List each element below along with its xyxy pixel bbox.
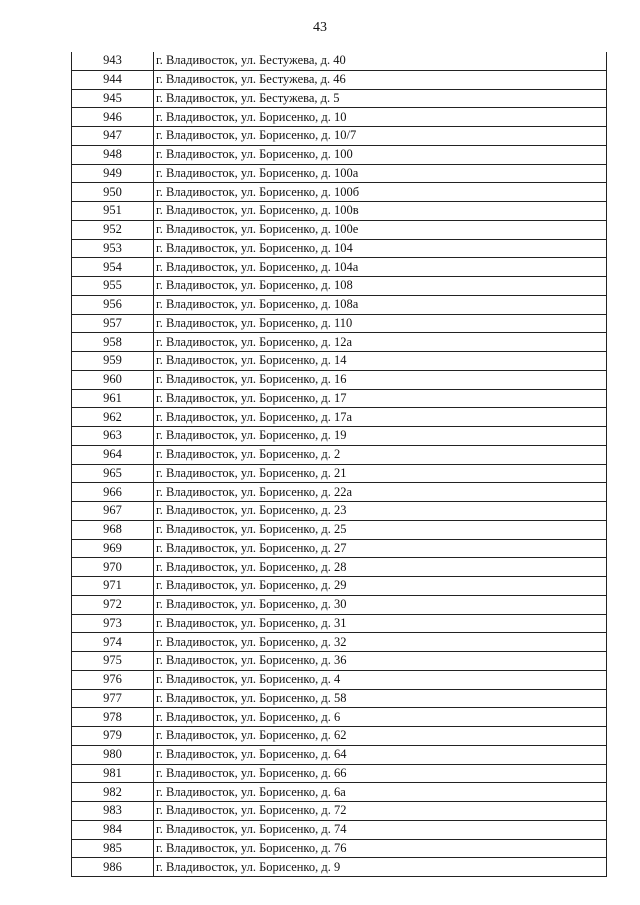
address-cell: г. Владивосток, ул. Борисенко, д. 29	[154, 577, 607, 596]
address-cell: г. Владивосток, ул. Борисенко, д. 30	[154, 595, 607, 614]
address-cell: г. Владивосток, ул. Борисенко, д. 28	[154, 558, 607, 577]
address-cell: г. Владивосток, ул. Борисенко, д. 6	[154, 708, 607, 727]
address-cell: г. Владивосток, ул. Борисенко, д. 6а	[154, 783, 607, 802]
address-cell: г. Владивосток, ул. Борисенко, д. 31	[154, 614, 607, 633]
row-number-cell: 979	[72, 727, 154, 746]
table-row	[72, 408, 607, 427]
row-number-cell: 983	[72, 802, 154, 821]
table-row	[72, 727, 607, 746]
address-cell: г. Владивосток, ул. Борисенко, д. 108а	[154, 295, 607, 314]
address-cell: г. Владивосток, ул. Борисенко, д. 19	[154, 427, 607, 446]
table-row	[72, 183, 607, 202]
table-row	[72, 614, 607, 633]
row-number-cell: 951	[72, 202, 154, 221]
address-cell: г. Владивосток, ул. Борисенко, д. 104а	[154, 258, 607, 277]
table-row	[72, 52, 607, 70]
address-cell: г. Владивосток, ул. Борисенко, д. 32	[154, 633, 607, 652]
row-number-cell: 945	[72, 89, 154, 108]
row-number-cell: 955	[72, 277, 154, 296]
table-row	[72, 164, 607, 183]
address-cell: г. Владивосток, ул. Борисенко, д. 14	[154, 352, 607, 371]
table-row	[72, 277, 607, 296]
row-number-cell: 960	[72, 370, 154, 389]
row-number-cell: 982	[72, 783, 154, 802]
row-number-cell: 976	[72, 670, 154, 689]
row-number-cell: 954	[72, 258, 154, 277]
address-cell: г. Владивосток, ул. Борисенко, д. 16	[154, 370, 607, 389]
address-cell: г. Владивосток, ул. Борисенко, д. 9	[154, 858, 607, 877]
address-cell: г. Владивосток, ул. Борисенко, д. 72	[154, 802, 607, 821]
row-number-cell: 985	[72, 839, 154, 858]
table-row	[72, 539, 607, 558]
address-cell: г. Владивосток, ул. Борисенко, д. 10/7	[154, 127, 607, 146]
address-cell: г. Владивосток, ул. Борисенко, д. 110	[154, 314, 607, 333]
address-cell: г. Владивосток, ул. Борисенко, д. 64	[154, 745, 607, 764]
row-number-cell: 967	[72, 502, 154, 521]
table-row	[72, 108, 607, 127]
table-row	[72, 652, 607, 671]
address-cell: г. Владивосток, ул. Борисенко, д. 23	[154, 502, 607, 521]
table-row	[72, 595, 607, 614]
row-number-cell: 986	[72, 858, 154, 877]
row-number-cell: 957	[72, 314, 154, 333]
table-row	[72, 389, 607, 408]
address-cell: г. Владивосток, ул. Борисенко, д. 22а	[154, 483, 607, 502]
address-cell: г. Владивосток, ул. Борисенко, д. 100е	[154, 220, 607, 239]
row-number-cell: 952	[72, 220, 154, 239]
address-table-container	[71, 52, 607, 877]
address-cell: г. Владивосток, ул. Борисенко, д. 17а	[154, 408, 607, 427]
row-number-cell: 964	[72, 445, 154, 464]
table-row	[72, 352, 607, 371]
table-row	[72, 520, 607, 539]
row-number-cell: 974	[72, 633, 154, 652]
address-cell: г. Владивосток, ул. Борисенко, д. 108	[154, 277, 607, 296]
address-cell: г. Владивосток, ул. Борисенко, д. 62	[154, 727, 607, 746]
table-row	[72, 127, 607, 146]
address-cell: г. Владивосток, ул. Борисенко, д. 100	[154, 145, 607, 164]
address-cell: г. Владивосток, ул. Бестужева, д. 40	[154, 52, 607, 70]
table-row	[72, 633, 607, 652]
row-number-cell: 948	[72, 145, 154, 164]
table-row	[72, 483, 607, 502]
address-cell: г. Владивосток, ул. Борисенко, д. 36	[154, 652, 607, 671]
address-cell: г. Владивосток, ул. Бестужева, д. 46	[154, 70, 607, 89]
row-number-cell: 953	[72, 239, 154, 258]
table-row	[72, 802, 607, 821]
address-cell: г. Владивосток, ул. Борисенко, д. 17	[154, 389, 607, 408]
address-cell: г. Владивосток, ул. Борисенко, д. 12а	[154, 333, 607, 352]
row-number-cell: 950	[72, 183, 154, 202]
table-row	[72, 427, 607, 446]
table-row	[72, 258, 607, 277]
address-cell: г. Владивосток, ул. Борисенко, д. 100а	[154, 164, 607, 183]
table-row	[72, 89, 607, 108]
row-number-cell: 944	[72, 70, 154, 89]
row-number-cell: 977	[72, 689, 154, 708]
table-row	[72, 783, 607, 802]
address-cell: г. Владивосток, ул. Борисенко, д. 27	[154, 539, 607, 558]
address-cell: г. Владивосток, ул. Бестужева, д. 5	[154, 89, 607, 108]
table-row	[72, 745, 607, 764]
row-number-cell: 962	[72, 408, 154, 427]
address-cell: г. Владивосток, ул. Борисенко, д. 10	[154, 108, 607, 127]
address-cell: г. Владивосток, ул. Борисенко, д. 100б	[154, 183, 607, 202]
row-number-cell: 949	[72, 164, 154, 183]
row-number-cell: 946	[72, 108, 154, 127]
address-cell: г. Владивосток, ул. Борисенко, д. 4	[154, 670, 607, 689]
table-row	[72, 220, 607, 239]
table-row	[72, 858, 607, 877]
table-row	[72, 239, 607, 258]
address-cell: г. Владивосток, ул. Борисенко, д. 104	[154, 239, 607, 258]
address-cell: г. Владивосток, ул. Борисенко, д. 21	[154, 464, 607, 483]
table-row	[72, 558, 607, 577]
address-cell: г. Владивосток, ул. Борисенко, д. 2	[154, 445, 607, 464]
row-number-cell: 978	[72, 708, 154, 727]
row-number-cell: 970	[72, 558, 154, 577]
row-number-cell: 975	[72, 652, 154, 671]
row-number-cell: 984	[72, 820, 154, 839]
row-number-cell: 968	[72, 520, 154, 539]
page-number: 43	[313, 20, 327, 35]
row-number-cell: 981	[72, 764, 154, 783]
address-cell: г. Владивосток, ул. Борисенко, д. 66	[154, 764, 607, 783]
row-number-cell: 959	[72, 352, 154, 371]
row-number-cell: 972	[72, 595, 154, 614]
row-number-cell: 965	[72, 464, 154, 483]
table-row	[72, 577, 607, 596]
address-cell: г. Владивосток, ул. Борисенко, д. 25	[154, 520, 607, 539]
table-row	[72, 70, 607, 89]
address-table	[71, 52, 607, 877]
row-number-cell: 963	[72, 427, 154, 446]
row-number-cell: 973	[72, 614, 154, 633]
address-cell: г. Владивосток, ул. Борисенко, д. 58	[154, 689, 607, 708]
table-row	[72, 502, 607, 521]
table-row	[72, 295, 607, 314]
table-row	[72, 839, 607, 858]
table-row	[72, 202, 607, 221]
table-row	[72, 764, 607, 783]
table-row	[72, 145, 607, 164]
address-cell: г. Владивосток, ул. Борисенко, д. 74	[154, 820, 607, 839]
row-number-cell: 969	[72, 539, 154, 558]
table-row	[72, 445, 607, 464]
row-number-cell: 980	[72, 745, 154, 764]
address-cell: г. Владивосток, ул. Борисенко, д. 76	[154, 839, 607, 858]
row-number-cell: 971	[72, 577, 154, 596]
row-number-cell: 958	[72, 333, 154, 352]
row-number-cell: 943	[72, 52, 154, 70]
row-number-cell: 947	[72, 127, 154, 146]
row-number-cell: 966	[72, 483, 154, 502]
table-row	[72, 314, 607, 333]
table-row	[72, 333, 607, 352]
table-row	[72, 464, 607, 483]
table-row	[72, 689, 607, 708]
address-cell: г. Владивосток, ул. Борисенко, д. 100в	[154, 202, 607, 221]
row-number-cell: 961	[72, 389, 154, 408]
row-number-cell: 956	[72, 295, 154, 314]
table-row	[72, 370, 607, 389]
table-row	[72, 708, 607, 727]
table-row	[72, 670, 607, 689]
address-table-body	[72, 52, 607, 877]
table-row	[72, 820, 607, 839]
